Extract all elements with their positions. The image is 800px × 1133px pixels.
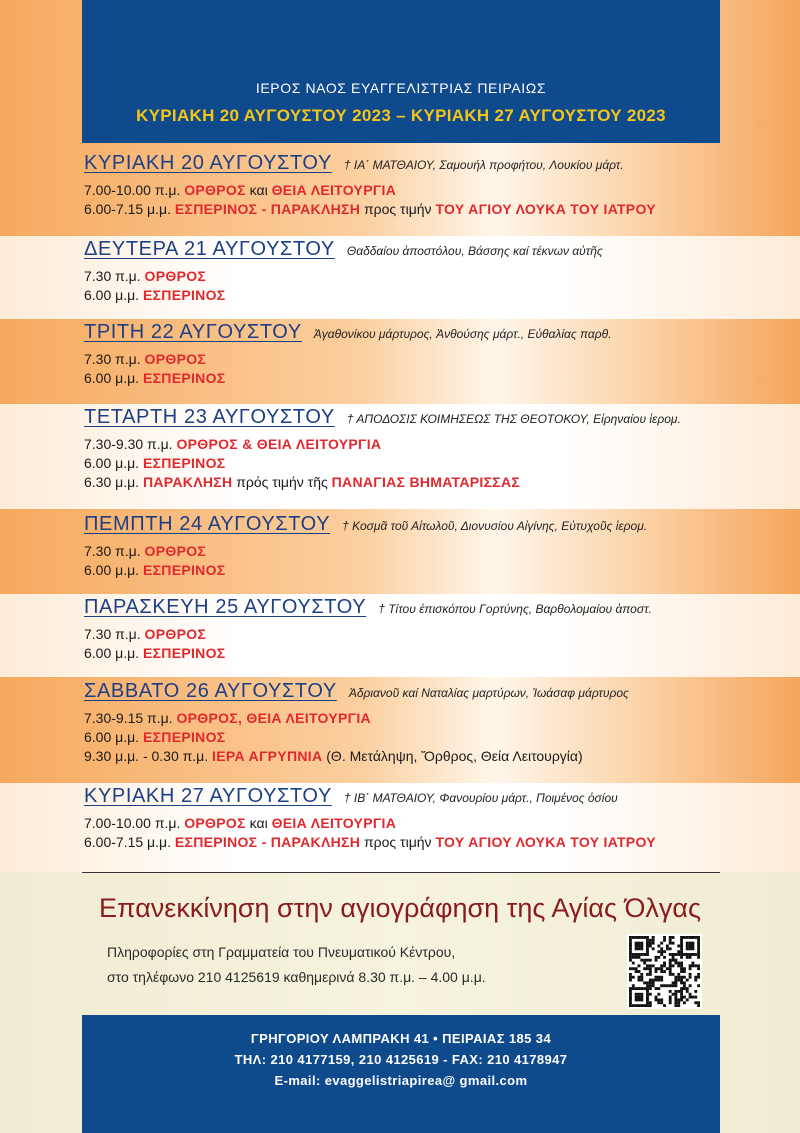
service-time: 7.30 π.μ.	[84, 543, 145, 559]
service-time: 6.30 μ.μ.	[84, 474, 143, 490]
day-name: ΔΕΥΤΕΡΑ 21 ΑΥΓΟΥΣΤΟΥ	[84, 238, 335, 260]
service-time: και	[245, 182, 272, 198]
service-time: 7.00-10.00 π.μ.	[84, 815, 185, 831]
qr-code-icon[interactable]	[627, 934, 702, 1009]
service-time: προς τιμήν	[360, 201, 436, 217]
service-list	[84, 267, 724, 305]
announcement-title: Επανεκκίνηση στην αγιογράφηση της Αγίας Όλγας	[98, 893, 702, 923]
service-time: 6.00 μ.μ.	[84, 729, 143, 745]
service-line	[84, 267, 724, 286]
service-time: 7.30-9.30 π.μ.	[84, 436, 177, 452]
day-saint: Θαδδαίου ἀποστόλου, Βάσσης καί τέκνων αὐτῆς	[346, 244, 603, 258]
service-line	[84, 542, 724, 561]
service-time: 6.00-7.15 μ.μ.	[84, 834, 175, 850]
day-block	[84, 238, 724, 305]
day-saint: † Κοσμᾶ τοῦ Αἰτωλοῦ, Διονυσίου Αἰγίνης, Εὐτυχοῦς ἱερομ.	[342, 519, 648, 533]
day-name: ΚΥΡΙΑΚΗ 27 ΑΥΓΟΥΣΤΟΥ	[84, 785, 332, 807]
service-list	[84, 350, 724, 388]
service-name: ΕΣΠΕΡΙΝΟΣ	[142, 729, 226, 745]
day-name: ΣΑΒΒΑΤΟ 26 ΑΥΓΟΥΣΤΟΥ	[84, 680, 337, 702]
day-block	[84, 406, 724, 492]
service-list	[84, 542, 724, 580]
service-line	[84, 747, 724, 766]
service-time: 7.30-9.15 π.μ.	[84, 710, 177, 726]
day-name: ΚΥΡΙΑΚΗ 20 ΑΥΓΟΥΣΤΟΥ	[84, 152, 332, 174]
service-time: 6.00 μ.μ.	[84, 562, 143, 578]
service-list	[84, 625, 724, 663]
service-name: ΕΣΠΕΡΙΝΟΣ	[142, 287, 226, 303]
service-line	[84, 561, 724, 580]
day-block	[84, 152, 724, 219]
day-block	[84, 680, 724, 766]
footer-phones: ΤΗΛ: 210 4177159, 210 4125619 - FAX: 210 4178947	[234, 1052, 568, 1067]
service-line	[84, 833, 724, 852]
service-line	[84, 473, 724, 492]
day-saint: † Τίτου ἐπισκόπου Γορτύνης, Βαρθολομαίου ἀποστ.	[378, 602, 652, 616]
day-title-row	[84, 785, 724, 808]
day-title-row	[84, 680, 724, 703]
service-name: ΕΣΠΕΡΙΝΟΣ	[142, 370, 226, 386]
service-name: ΕΣΠΕΡΙΝΟΣ	[142, 562, 226, 578]
temple-name: ΙΕΡΟΣ ΝΑΟΣ ΕΥΑΓΓΕΛΙΣΤΡΙΑΣ ΠΕΙΡΑΙΩΣ	[255, 80, 547, 96]
day-saint: † ΙΒ΄ ΜΑΤΘΑΙΟΥ, Φανουρίου μάρτ., Ποιμένος ὁσίου	[343, 791, 618, 805]
service-name: ΟΡΘΡΟΣ	[144, 626, 207, 642]
service-line	[84, 286, 724, 305]
info-line-1: Πληροφορίες στη Γραμματεία του Πνευματικού Κέντρου,	[107, 944, 456, 960]
footer-address: ΓΡΗΓΟΡΙΟΥ ΛΑΜΠΡΑΚΗ 41 • ΠΕΙΡΑΙΑΣ 185 34	[250, 1031, 552, 1046]
service-time: 6.00 μ.μ.	[84, 645, 143, 661]
service-line	[84, 181, 724, 200]
service-name: ΕΣΠΕΡΙΝΟΣ	[142, 645, 226, 661]
service-list	[84, 435, 724, 492]
service-name: ΠΑΝΑΓΙΑΣ ΒΗΜΑΤΑΡΙΣΣΑΣ	[331, 474, 521, 490]
service-time: και	[245, 815, 272, 831]
day-saint: † ΑΠΟΔΟΣΙΣ ΚΟΙΜΗΣΕΩΣ ΤΗΣ ΘΕΟΤΟΚΟΥ, Εἰρηναίου ἱερομ.	[346, 412, 681, 426]
day-block	[84, 321, 724, 388]
service-list	[84, 709, 724, 766]
service-name: ΘΕΙΑ ΛΕΙΤΟΥΡΓΙΑ	[271, 815, 397, 831]
service-name: ΤΟΥ ΑΓΙΟΥ ΛΟΥΚΑ ΤΟΥ ΙΑΤΡΟΥ	[435, 201, 656, 217]
day-name: ΤΕΤΑΡΤΗ 23 ΑΥΓΟΥΣΤΟΥ	[84, 406, 335, 428]
service-time: 9.30 μ.μ. - 0.30 π.μ.	[84, 748, 213, 764]
service-name: ΤΟΥ ΑΓΙΟΥ ΛΟΥΚΑ ΤΟΥ ΙΑΤΡΟΥ	[435, 834, 656, 850]
service-line	[84, 625, 724, 644]
service-time: 7.30 π.μ.	[84, 268, 145, 284]
service-time: 7.30 π.μ.	[84, 351, 145, 367]
service-line	[84, 814, 724, 833]
service-name: ΕΣΠΕΡΙΝΟΣ	[142, 455, 226, 471]
service-time: 7.00-10.00 π.μ.	[84, 182, 185, 198]
day-title-row	[84, 406, 724, 429]
service-line	[84, 454, 724, 473]
day-title-row	[84, 238, 724, 261]
day-title-row	[84, 321, 724, 344]
service-name: ΟΡΘΡΟΣ	[144, 268, 207, 284]
service-name: ΟΡΘΡΟΣ	[144, 351, 207, 367]
service-name: ΕΣΠΕΡΙΝΟΣ - ΠΑΡΑΚΛΗΣΗ	[174, 834, 361, 850]
day-title-row	[84, 596, 724, 619]
service-line	[84, 435, 724, 454]
day-saint: Ἀγαθονίκου μάρτυρος, Ἀνθούσης μάρτ., Εὐθαλίας παρθ.	[313, 327, 612, 341]
service-name: ΙΕΡΑ ΑΓΡΥΠΝΙΑ	[212, 748, 323, 764]
service-time: 6.00-7.15 μ.μ.	[84, 201, 175, 217]
service-time: 7.30 π.μ.	[84, 626, 145, 642]
service-line	[84, 350, 724, 369]
footer-box	[82, 1015, 720, 1133]
service-line	[84, 200, 724, 219]
day-saint: Ἀδριανοῦ καί Ναταλίας μαρτύρων, Ἰωάσαφ μάρτυρος	[348, 686, 629, 700]
service-time: προς τιμήν	[360, 834, 436, 850]
day-saint: † ΙΑ΄ ΜΑΤΘΑΙΟΥ, Σαμουήλ προφήτου, Λουκίου μάρτ.	[343, 158, 624, 172]
day-name: ΠΑΡΑΣΚΕΥΗ 25 ΑΥΓΟΥΣΤΟΥ	[84, 596, 367, 618]
day-block	[84, 513, 724, 580]
service-line	[84, 728, 724, 747]
service-line	[84, 644, 724, 663]
info-line-2: στο τηλέφωνο 210 4125619 καθημερινά 8.30 π.μ. – 4.00 μ.μ.	[107, 969, 486, 985]
service-name: ΘΕΙΑ ΛΕΙΤΟΥΡΓΙΑ	[271, 182, 397, 198]
day-title-row	[84, 152, 724, 175]
header-box	[82, 0, 720, 143]
service-name: ΟΡΘΡΟΣ	[184, 182, 246, 198]
service-list	[84, 181, 724, 219]
service-time: 6.00 μ.μ.	[84, 370, 143, 386]
service-name: ΟΡΘΡΟΣ	[184, 815, 246, 831]
service-line	[84, 709, 724, 728]
day-name: ΠΕΜΠΤΗ 24 ΑΥΓΟΥΣΤΟΥ	[84, 513, 331, 535]
service-name: ΟΡΘΡΟΣ, ΘΕΙΑ ΛΕΙΤΟΥΡΓΙΑ	[176, 710, 371, 726]
service-list	[84, 814, 724, 852]
service-time: (Θ. Μετάληψη, Ὄρθρος, Θεία Λειτουργία)	[322, 748, 583, 764]
service-time: πρός τιμήν τῆς	[232, 474, 332, 490]
day-block	[84, 596, 724, 663]
day-name: ΤΡΙΤΗ 22 ΑΥΓΟΥΣΤΟΥ	[84, 321, 302, 343]
service-name: ΟΡΘΡΟΣ	[144, 543, 207, 559]
service-time: 6.00 μ.μ.	[84, 455, 143, 471]
day-title-row	[84, 513, 724, 536]
service-name: ΕΣΠΕΡΙΝΟΣ - ΠΑΡΑΚΛΗΣΗ	[174, 201, 361, 217]
day-block	[84, 785, 724, 852]
service-name: ΠΑΡΑΚΛΗΣΗ	[142, 474, 233, 490]
footer-email[interactable]: E-mail: evaggelistriapirea@ gmail.com	[274, 1073, 528, 1088]
service-time: 6.00 μ.μ.	[84, 287, 143, 303]
service-name: ΟΡΘΡΟΣ & ΘΕΙΑ ΛΕΙΤΟΥΡΓΙΑ	[176, 436, 382, 452]
divider-rule	[82, 872, 720, 873]
week-dates: ΚΥΡΙΑΚΗ 20 ΑΥΓΟΥΣΤΟΥ 2023 – ΚΥΡΙΑΚΗ 27 ΑΥΓΟΥΣΤΟΥ 2023	[136, 106, 666, 125]
service-line	[84, 369, 724, 388]
